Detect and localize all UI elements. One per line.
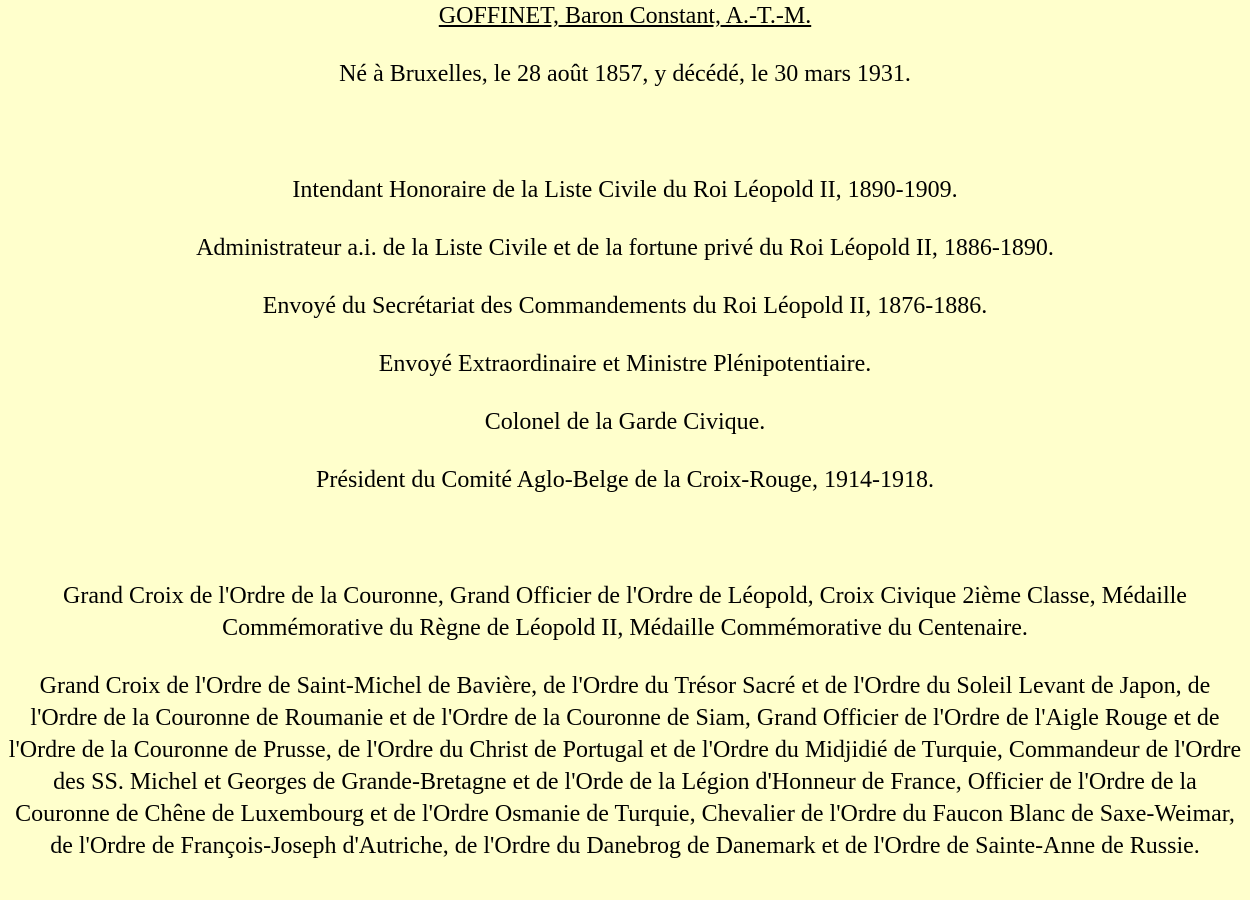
position-item: Président du Comité Aglo-Belge de la Croix-Rouge, 1914-1918.: [316, 467, 934, 493]
position-item: Envoyé du Secrétariat des Commandements du Roi Léopold II, 1876-1886.: [262, 293, 988, 319]
position-item: Colonel de la Garde Civique.: [484, 409, 766, 435]
positions-section: [4, 174, 1246, 496]
position-item: Administrateur a.i. de la Liste Civile et de la fortune privé du Roi Léopold II, 1886-1890.: [196, 235, 1054, 261]
page-title: GOFFINET, Baron Constant, A.-T.-M.: [438, 3, 812, 29]
position-item: Intendant Honoraire de la Liste Civile du Roi Léopold II, 1890-1909.: [292, 177, 958, 203]
birth-death-line: Né à Bruxelles, le 28 août 1857, y décédé, le 30 mars 1931.: [339, 61, 911, 87]
honours-section: [4, 580, 1246, 862]
position-item: Envoyé Extraordinaire et Ministre Plénipotentiaire.: [378, 351, 872, 377]
honours-paragraph: Grand Croix de l'Ordre de la Couronne, Grand Officier de l'Ordre de Léopold, Croix Civique 2ième Classe, Médaille Commémorative du Règne de Léopold II, Médaille Commémorative du Centenaire.: [63, 583, 1187, 641]
honours-paragraph: Grand Croix de l'Ordre de Saint-Michel de Bavière, de l'Ordre du Trésor Sacré et de l'Ordre du Soleil Levant de Japon, de l'Ordre de la Couronne de Roumanie et de l'Ordre de la Couronne de Siam, Grand Officier de l'Ordre de l'Aigle Rouge et de l'Ordre de la Couronne de Prusse, de l'Ordre du Christ de Portugal et de l'Ordre du Midjidié de Turquie, Commandeur de l'Ordre des SS. Michel et Georges de Grande-Bretagne et de l'Orde de la Légion d'Honneur de France, Officier de l'Ordre de la Couronne de Chêne de Luxembourg et de l'Ordre Osmanie de Turquie, Chevalier de l'Ordre du Faucon Blanc de Saxe-Weimar, de l'Ordre de François-Joseph d'Autriche, de l'Ordre du Danebrog de Danemark et de l'Ordre de Sainte-Anne de Russie.: [8, 673, 1242, 859]
